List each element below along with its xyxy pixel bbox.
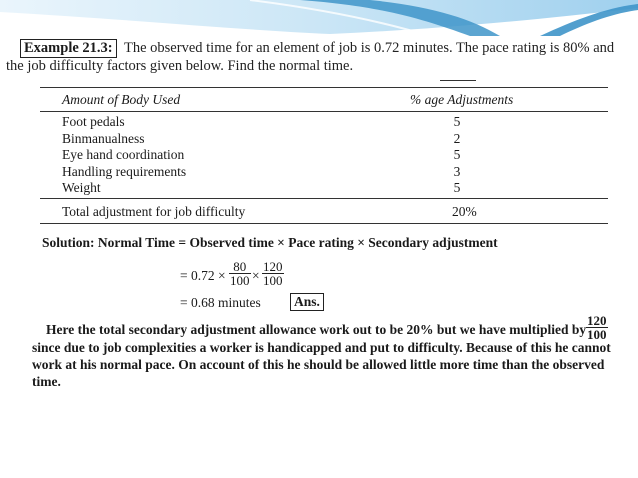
paragraph-line3: work at his normal pace. On account of this he should be allowed little more time than the observed	[32, 357, 605, 372]
answer-box: Ans.	[290, 293, 324, 311]
table-header-adjustments: % age Adjustments	[410, 92, 514, 107]
fraction-80-100	[229, 260, 251, 287]
fraction-120-100-para	[586, 314, 608, 341]
paragraph-line4: time.	[32, 374, 61, 389]
solution-line: Solution: Normal Time = Observed time × Pace rating × Secondary adjustment	[42, 235, 498, 250]
top-short-rule	[440, 80, 476, 81]
table-row-value: 5	[453, 147, 461, 162]
table-bottom-rule	[40, 223, 608, 224]
paragraph-line2: since due to job complexities a worker is handicapped and put to difficulty. Because of this he cannot	[32, 340, 611, 355]
table-row-label: Weight	[62, 180, 101, 195]
equation-prefix: = 0.72 ×	[180, 268, 226, 283]
table-row-value: 3	[453, 163, 461, 179]
fraction-120-100	[262, 260, 284, 287]
table-header-rule	[40, 111, 608, 112]
table-header-body-used: Amount of Body Used	[62, 92, 181, 107]
fraction-numerator: 120	[587, 313, 607, 328]
table-row-label: Foot pedals	[62, 114, 125, 129]
table-row-label: Handling requirements	[62, 163, 187, 179]
example-text-line1: The observed time for an element of job is 0.72 minutes. The pace rating is 80% and	[124, 40, 615, 56]
table-row-value: 5	[453, 180, 461, 195]
fraction-denominator: 100	[263, 273, 283, 288]
total-value: 20%	[452, 204, 477, 219]
example-label: Example 21.3:	[20, 39, 117, 58]
equation-result: = 0.68 minutes	[180, 295, 261, 310]
table-total-rule	[40, 198, 608, 199]
fraction-numerator: 80	[233, 259, 247, 274]
table-row-label: Eye hand coordination	[62, 147, 185, 162]
fraction-denominator: 100	[230, 273, 250, 288]
example-text-line2: the job difficulty factors given below. Find the normal time.	[6, 58, 354, 74]
table-top-rule	[40, 87, 608, 88]
fraction-denominator: 100	[587, 327, 607, 342]
table-row-label: Binmanualness	[62, 130, 145, 146]
decorative-header-banner	[0, 0, 638, 36]
table-row-value: 5	[453, 114, 461, 129]
table-row-value: 2	[453, 130, 461, 146]
equation-times: ×	[252, 268, 260, 283]
total-label: Total adjustment for job difficulty	[62, 204, 246, 219]
fraction-numerator: 120	[263, 259, 283, 274]
paragraph-line1: Here the total secondary adjustment allowance work out to be 20% but we have multiplied by	[46, 322, 587, 337]
